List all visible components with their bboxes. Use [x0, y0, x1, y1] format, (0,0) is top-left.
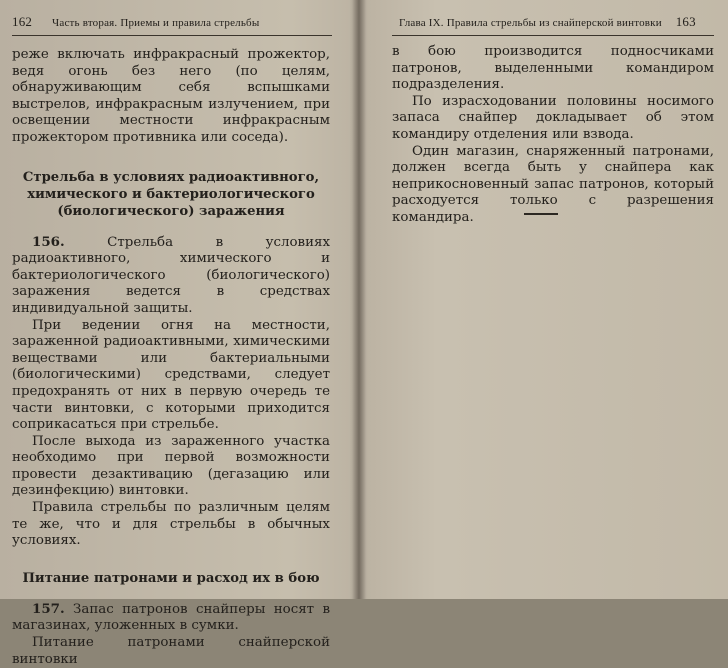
paragraph-number-157: 157. [32, 600, 65, 617]
left-running-head [12, 14, 259, 30]
continued-paragraph: в бою производится подносчиками патронов, выделенными командиром подразделения. [392, 44, 714, 93]
section-end-rule [524, 213, 558, 215]
paragraph-157 [12, 601, 330, 635]
paragraph-156-c: После выхода из зараженного участка необходимо при первой возможности провести дезактивацию (дегазацию или дезинфекцию) винтовки. [12, 433, 330, 499]
paragraph-156-text: Стрельба в условиях радиоактивного, химического и бактериологического (биологического) заражения ведется в средствах индивидуальной защиты. [12, 234, 330, 316]
paragraph-156 [12, 234, 330, 318]
heading-line-1: Стрельба в условиях радиоактивного, [22, 169, 320, 185]
paragraph-half-supply: По израсходовании половины носимого запаса снайпер докладывает об этом командиру отделения или взвода. [392, 93, 714, 142]
paragraph-157-b: Питание патронами снайперской винтовки [12, 635, 330, 667]
left-body [12, 47, 330, 668]
right-running-head [399, 14, 696, 30]
section-heading-contamination [12, 169, 330, 220]
heading-line-3: (биологического) заражения [57, 203, 285, 219]
left-page-number: 162 [12, 14, 33, 29]
paragraph-number-156: 156. [32, 233, 65, 250]
right-body [392, 44, 714, 227]
paragraph-156-d: Правила стрельбы по различным целям те же, что и для стрельбы в обычных условиях. [12, 500, 330, 549]
intro-paragraph: реже включать инфракрасный прожектор, ведя огонь без него (по целям, обнаруживающим себя вспышками выстрелов, инфракрасным излучением, при освещении местности инфракрасным прожектором противника или соседа). [12, 47, 330, 145]
paragraph-156-b: При ведении огня на местности, зараженной радиоактивными, химическими веществами или бактериальными (биологическими) средствами, следует предохранять от них в первую очередь те части винтовки, с которыми приходится соприкасаться при стрельбе. [12, 317, 330, 433]
left-header-rule [12, 35, 332, 36]
paragraph-reserve-magazine: Один магазин, снаряженный патронами, должен всегда быть у снайпера как неприкосновенный запас патронов, который расходуется только с разрешения командира. [392, 143, 714, 225]
section-heading-ammunition: Питание патронами и расход их в бою [22, 570, 320, 586]
left-head-title: Часть вторая. Приемы и правила стрельбы [52, 17, 260, 29]
right-head-title: Глава IX. Правила стрельбы из снайперской винтовки [399, 17, 662, 29]
right-page-number: 163 [675, 14, 696, 29]
left-page [0, 0, 356, 667]
right-header-rule [392, 35, 714, 36]
heading-line-2: химического и бактериологического [27, 186, 315, 202]
paragraph-157-text: Запас патронов снайперы носят в магазинах, уложенных в сумки. [12, 601, 330, 634]
right-page [364, 0, 728, 599]
